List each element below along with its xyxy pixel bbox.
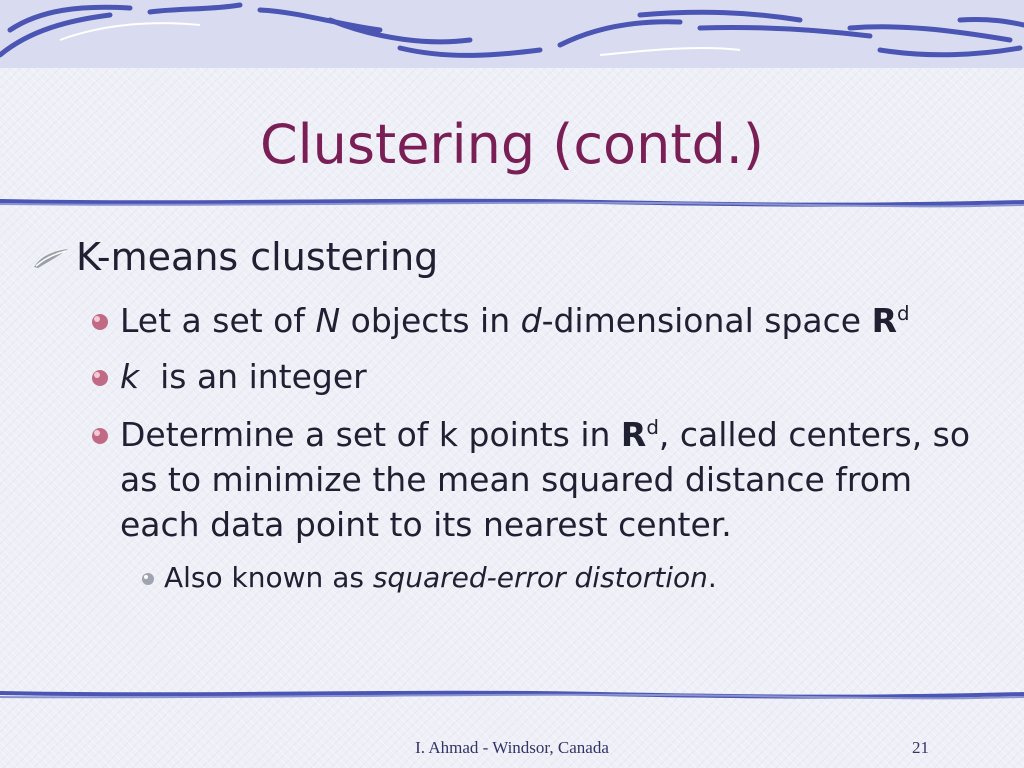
bullet-level2-2-text: k is an integer <box>120 357 367 396</box>
bead-bullet-icon <box>90 368 110 388</box>
footer-author: I. Ahmad - Windsor, Canada <box>415 738 609 757</box>
footer-divider <box>0 688 1024 702</box>
slide-number: 21 <box>912 738 929 757</box>
bullet-level1-text: K-means clustering <box>76 235 439 279</box>
bead-bullet-icon <box>90 312 110 332</box>
title-divider <box>0 195 1024 209</box>
bullet-level2-3-text: Determine a set of k points in $R^d$, called centers, so as to minimize the mean squared distance from each data point to its nearest center. <box>120 415 971 544</box>
top-decorative-band <box>0 0 1024 68</box>
bead-bullet-icon <box>90 426 110 446</box>
bullet-level3-text: Also known as squared-error distortion. <box>164 561 717 594</box>
bullet-level2-1-text: Let a set of N objects in d-dimensional space $R^d$ <box>120 301 910 340</box>
quill-bullet-icon <box>30 247 70 269</box>
swirl-decoration-icon <box>0 0 1024 68</box>
small-bead-bullet-icon <box>140 571 156 587</box>
slide-title: Clustering (contd.) <box>259 113 765 176</box>
